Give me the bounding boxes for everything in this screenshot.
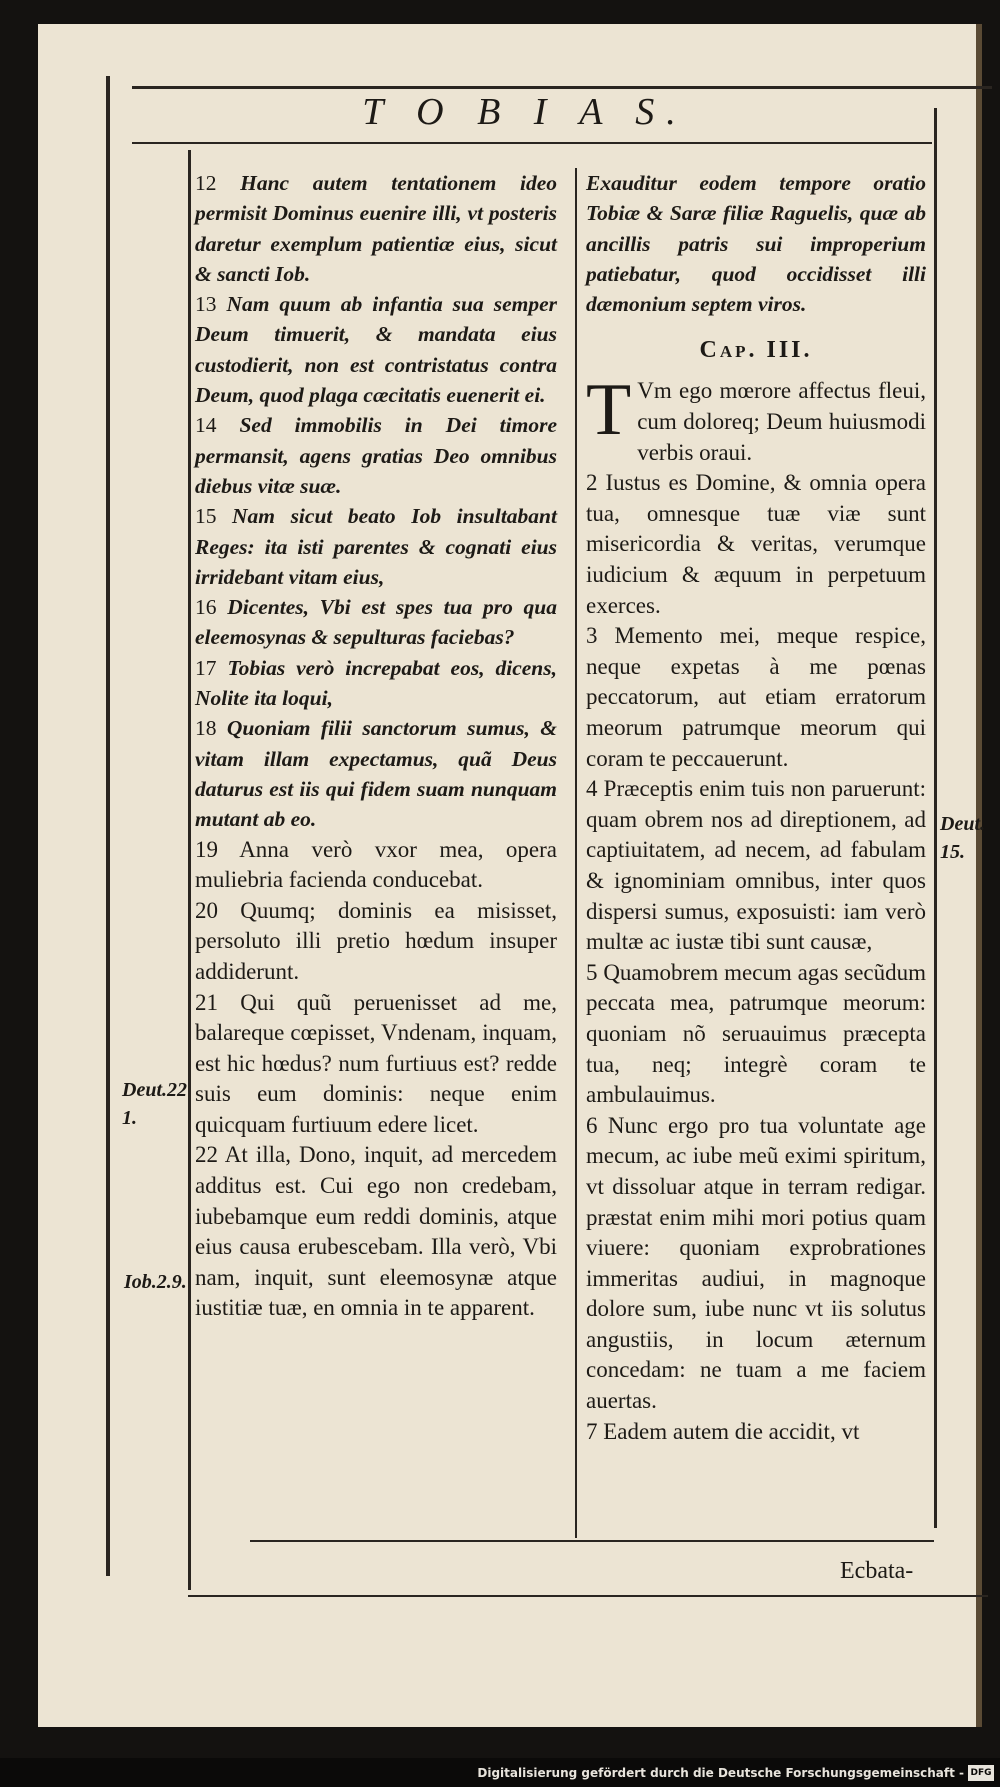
verse [195, 501, 557, 592]
margin-note-deut-15 [940, 810, 985, 866]
verse-text: Sed immobilis in Dei timore permansit, agens gratias Deo omnibus diebus vitæ suæ. [195, 413, 558, 498]
right-column [586, 168, 926, 1447]
verse [195, 168, 557, 289]
verse-text: Nam sicut beato Iob insultabant Reges: ita isti parentes & cognati eius irridebant vitam eius, [195, 504, 557, 589]
running-title: T O B I A S. [362, 91, 688, 133]
verse-text: Anna verò vxor mea, opera muliebria facienda conducebat. [195, 836, 557, 893]
verse-number: 7 [586, 1418, 598, 1444]
chapter-intro [586, 369, 926, 468]
verse-number: 5 [586, 959, 598, 985]
catchword: Ecbata- [840, 1558, 914, 1584]
verse-number: 19 [195, 836, 218, 862]
verse-text: Hanc autem tentationem ideo permisit Dominus euenire illi, vt posteris daretur exemplum patientiæ eius, sicut & sancti Iob. [195, 171, 557, 286]
verse [586, 621, 926, 774]
verse-text: Dicentes, Vbi est spes tua pro qua eleemosynas & sepulturas faciebas? [195, 595, 558, 650]
margin-note-ref: Iob.2.9. [124, 1271, 187, 1293]
margin-note-ref: Deut. [940, 813, 985, 835]
verse-text: Nam quum ab infantia sua semper Deum timuerit, & mandata eius custodierit, non est contristatus contra Deum, quod plaga cæcitatis euenerit ei. [195, 292, 558, 408]
intro-text: Vm ego mœrore affectus fleui, cum doloreq; Deum huiusmodi verbis oraui. [637, 378, 926, 465]
verse-text: Memento mei, meque respice, neque expetas à me pœnas peccatorum, aut etiam erratorum meorum patrumque meorum qui coram te peccauerunt. [586, 623, 926, 771]
verse [195, 1140, 557, 1324]
verse-number: 13 [195, 292, 217, 317]
drop-cap: T [586, 369, 632, 452]
bottom-rule [250, 1540, 934, 1542]
base-rule [188, 1595, 988, 1597]
verse-number: 6 [586, 1112, 598, 1138]
digitization-credit: Digitalisierung gefördert durch die Deutsche Forschungsgemeinschaft - [477, 1766, 964, 1780]
margin-note-deut-22 [122, 1076, 187, 1132]
verse [586, 1111, 926, 1417]
margin-note-ref-verse: 1. [122, 1107, 137, 1129]
running-header [120, 82, 930, 142]
margin-note-iob [124, 1268, 187, 1296]
verse-number: 16 [195, 595, 217, 620]
left-border-rule [106, 76, 110, 1576]
verse [586, 468, 926, 621]
verse-text: Tobias verò increpabat eos, dicens, Nolite ita loqui, [195, 655, 558, 711]
verse [195, 835, 557, 896]
margin-note-ref: Deut.22 [122, 1079, 187, 1101]
verse [195, 988, 557, 1141]
verse-text: Quumq; dominis ea misisset, persoluto illi pretio hœdum insuper addiderunt. [195, 897, 557, 984]
verse-text: Nunc ergo pro tua voluntate age mecum, ac iube meũ eximi spiritum, vt dissoluar atque in terram redigar. præstat enim mihi mori potius quam viuere: quoniam exprobrationes immeritas audiui, in magnoque dolore sum, iube nunc vt iis solutus angustiis, in locum æternum concedam: ne tuam a me faciem auertas. [586, 1112, 926, 1414]
dfg-logo-icon: DFG [968, 1765, 994, 1781]
verse [195, 410, 557, 501]
verse [195, 896, 557, 988]
verse-text: Quoniam filii sanctorum sumus, & vitam illam expectamus, quã Deus daturus est iis qui fidem suam nunquam mutant ab eo. [195, 716, 557, 832]
verse-number: 18 [195, 716, 217, 741]
verse-number: 4 [586, 776, 598, 802]
verse-text: Præceptis enim tuis non paruerunt: quam obrem nos ad direptionem, ad captiuitatem, ad necem, ad fabulam & ignominiam omnibus, inter quos dispersi sumus, exposuisti: iam verò multæ ac iustæ tibi sunt causæ, [586, 776, 926, 955]
verse-number: 15 [195, 504, 217, 529]
verse-text: Eadem autem die accidit, vt [603, 1418, 860, 1444]
verse [586, 774, 926, 958]
verse-number: 2 [586, 470, 598, 496]
left-column [195, 168, 557, 1324]
verse [195, 592, 557, 653]
verse-text: Qui quũ peruenisset ad me, balareque cœpisset, Vndenam, inquam, est hic hœdus? num furtiuus est? redde suis eum dominis: neque enim quicquam furtiuum edere licet. [195, 989, 558, 1137]
verse [195, 289, 557, 410]
margin-note-ref-verse: 15. [940, 841, 965, 863]
verse-text: Iustus es Domine, & omnia opera tua, omnesque tuæ viæ sunt misericordia & veritas, verumque iudicium & æquum in perpetuum exerces. [586, 470, 926, 618]
verse-number: 14 [195, 413, 217, 438]
left-column-rule [188, 150, 191, 1590]
verse [586, 1417, 926, 1448]
verse-number: 22 [195, 1142, 218, 1168]
verse-number: 20 [195, 897, 218, 923]
verse-number: 12 [195, 171, 217, 195]
right-verses [586, 468, 926, 1447]
verse-number: 3 [586, 623, 598, 649]
chapter-heading: Cap. III. [699, 337, 813, 364]
chapter-summary: Exauditur eodem tempore oratio Tobiæ & Saræ filiæ Raguelis, quæ ab ancillis patris sui improperium patiebatur, quod occidisset illi dæmonium septem viros. [586, 171, 926, 317]
right-border-rule [934, 108, 937, 1528]
verse-number: 17 [195, 655, 217, 680]
verse-number: 21 [195, 989, 218, 1015]
verse-text: At illa, Dono, inquit, ad mercedem additus est. Cui ego non credebam, iubebamque eum reddi dominis, atque eius causa erubescebam. Illa verò, Vbi nam, inquit, sunt eleemosynæ atque iustitiæ tuæ, en omnia in te apparent. [195, 1142, 557, 1321]
verse-text: Quamobrem mecum agas secũdum peccata mea, patrumque meorum: quoniam nõ seruauimus præcepta tua, neq; integrè coram te ambulauimus. [586, 959, 927, 1108]
header-rule [132, 142, 932, 144]
verse [195, 713, 557, 834]
verse [195, 653, 557, 714]
center-column-rule [575, 168, 577, 1538]
verse [586, 958, 926, 1111]
